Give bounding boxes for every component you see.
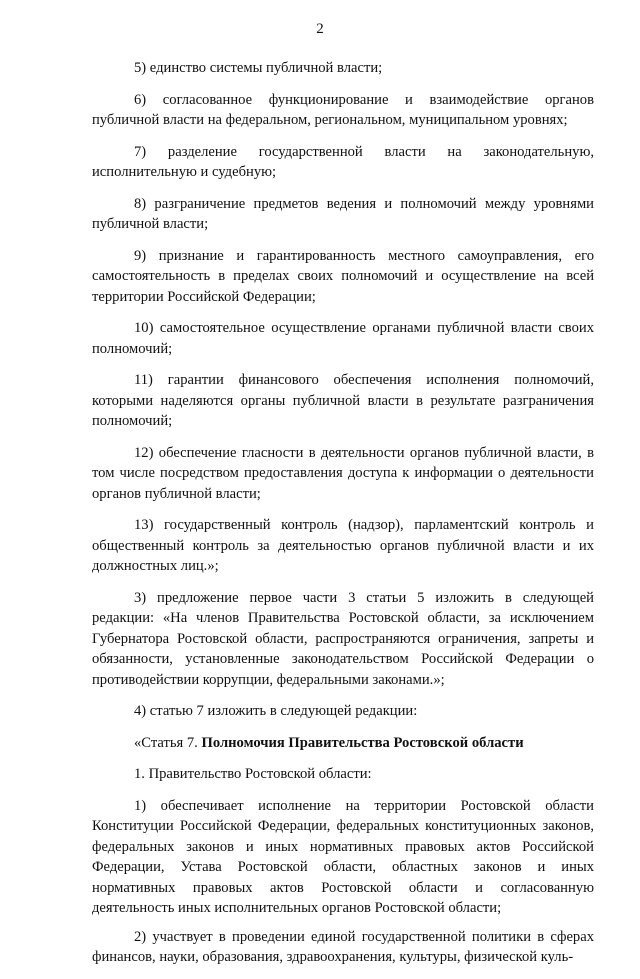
paragraph: 9) признание и гарантированность местного самоуправления, его самостоятельность в пределах своих полномочий и осуществление на всей территории Российской Федерации; — [92, 247, 594, 305]
paragraph: 5) единство системы публичной власти; — [134, 60, 383, 76]
paragraph: 7) разделение государственной власти на законодательную, исполнительную и судебную; — [92, 143, 594, 180]
paragraph: 8) разграничение предметов ведения и полномочий между уровнями публичной власти; — [92, 195, 594, 232]
document-body — [92, 58, 594, 979]
article-title: Полномочия Правительства Ростовской области — [201, 734, 524, 751]
paragraph: 10) самостоятельное осуществление органами публичной власти своих полномочий; — [92, 320, 594, 357]
paragraph: 6) согласованное функционирование и взаимодействие органов публичной власти на федеральном, региональном, муниципальном уровнях; — [92, 91, 594, 128]
page-number: 2 — [316, 21, 324, 37]
paragraph: 12) обеспечение гласности в деятельности органов публичной власти, в том числе посредством предоставления доступа к информации о деятельности органов публичной власти; — [92, 444, 594, 502]
paragraph: 1) обеспечивает исполнение на территории Ростовской области Конституции Российской Федерации, федеральных конституционных законов, федеральных законов и иных нормативных правовых актов Российской Федерации, Устава Ростовской области, областных законов и иных нормативных правовых актов Ростовской области и согласованную деятельность иных исполнительных органов Ростовской области; — [92, 797, 594, 916]
paragraph: 3) предложение первое части 3 статьи 5 изложить в следующей редакции: «На членов Правительства Ростовской области, за исключением Губернатора Ростовской области, распространяются ограничения, запреты и обязанности, установленные законодательством Российской Федерации о противодействии коррупции, федеральными законами.»; — [92, 589, 594, 688]
paragraph: 13) государственный контроль (надзор), парламентский контроль и общественный контроль за деятельностью органов публичной власти и их должностных лиц.»; — [92, 517, 594, 574]
article-prefix: «Статья 7. — [134, 734, 198, 751]
paragraph: 4) статью 7 изложить в следующей редакции: — [134, 703, 418, 719]
paragraph: 1. Правительство Ростовской области: — [134, 766, 372, 782]
paragraph: 11) гарантии финансового обеспечения исполнения полномочий, которыми наделяются органы публичной власти в результате разграничения полномочий; — [92, 372, 594, 429]
paragraph: 2) участвует в проведении единой государственной политики в сферах финансов, науки, образования, здравоохранения, культуры, физической куль- — [92, 928, 594, 965]
article-heading — [92, 733, 594, 754]
